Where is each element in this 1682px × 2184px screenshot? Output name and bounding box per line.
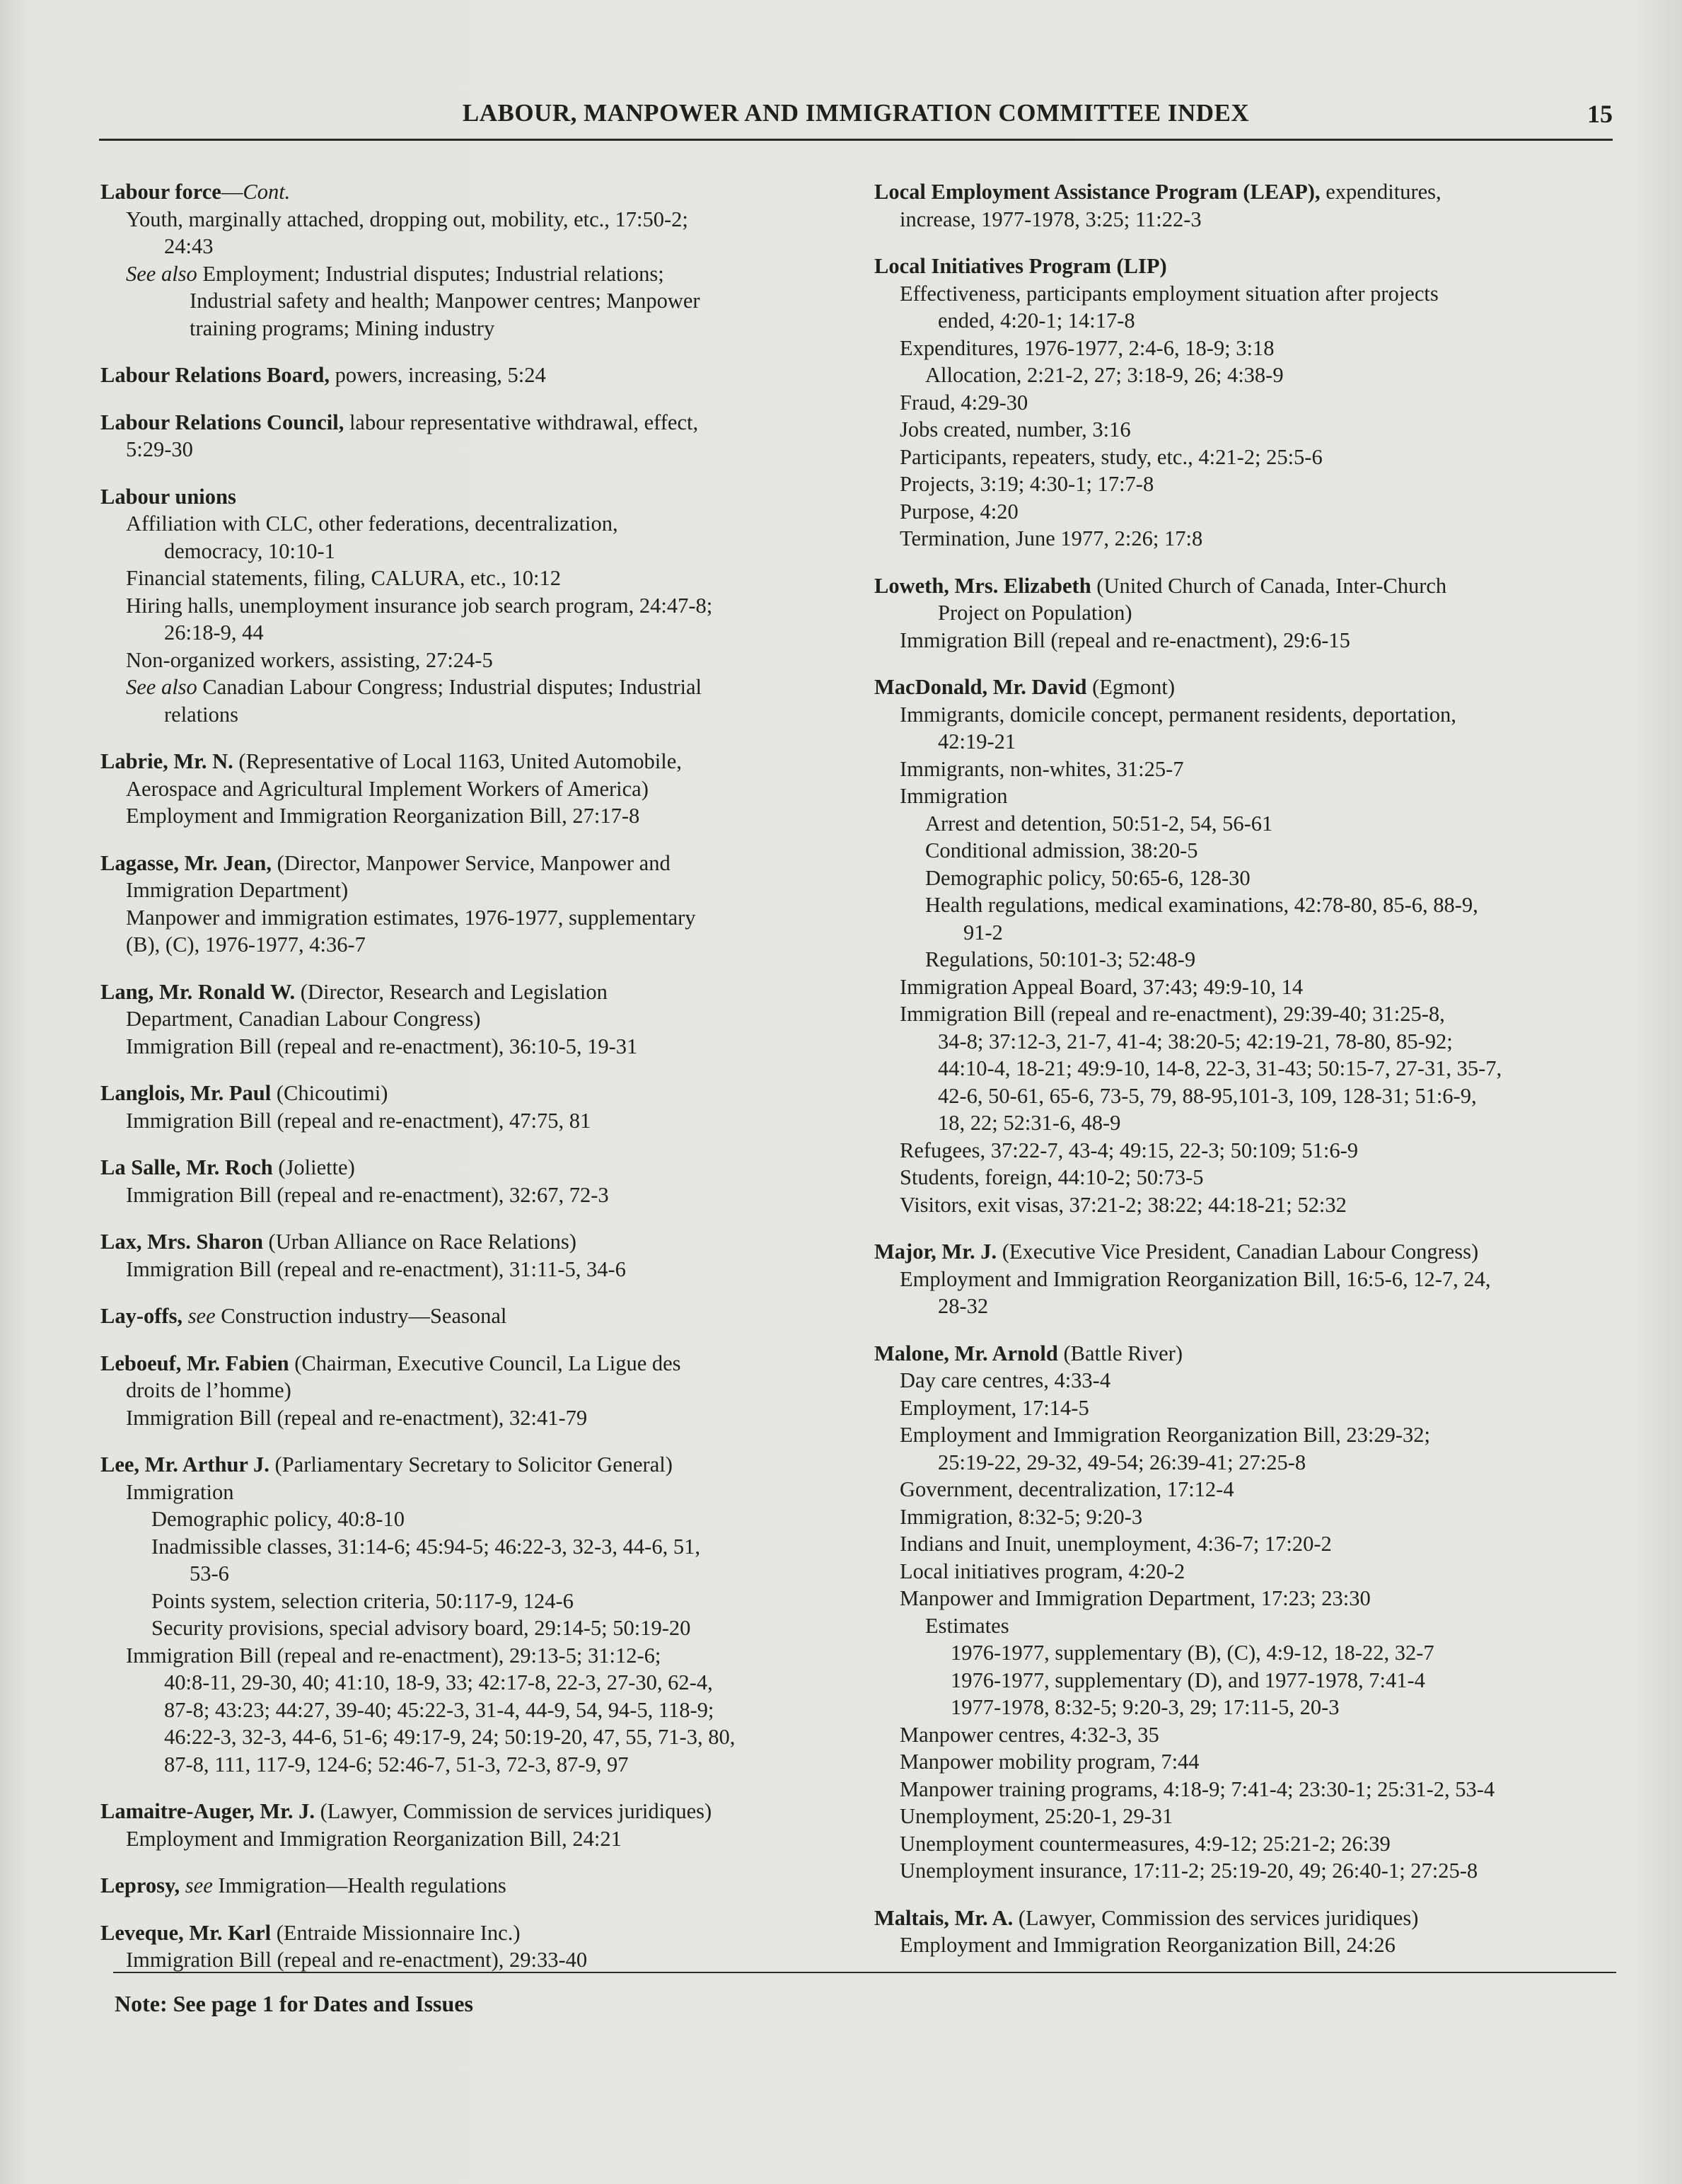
index-entry xyxy=(874,674,1617,1218)
index-subentry-line xyxy=(874,1394,1617,1422)
index-text: Employment and Immigration Reorganization Bill, 16:5-6, 12-7, 24, xyxy=(900,1266,1491,1291)
index-text: Immigration Bill (repeal and re-enactment), 31:11-5, 34-6 xyxy=(126,1256,626,1281)
index-subentry-line xyxy=(874,1830,1617,1858)
index-text: Unemployment insurance, 17:11-2; 25:19-20, 49; 26:40-1; 27:25-8 xyxy=(900,1859,1478,1883)
index-text: droits de l’homme) xyxy=(126,1378,291,1402)
index-term: Lamaitre-Auger, Mr. J. xyxy=(100,1799,315,1823)
index-subentry-line xyxy=(874,1503,1617,1531)
index-subentry-line xyxy=(100,1560,850,1588)
index-text: Immigration Department) xyxy=(126,878,349,902)
index-text: Regulations, 50:101-3; 52:48-9 xyxy=(925,947,1196,971)
index-term: MacDonald, Mr. David xyxy=(874,675,1087,699)
index-subentry-line xyxy=(874,837,1617,865)
index-subentry-line xyxy=(100,1479,850,1506)
index-heading-line xyxy=(100,178,850,206)
index-text: Manpower and Immigration Department, 17:23; 23:30 xyxy=(900,1586,1371,1610)
index-subentry-line xyxy=(874,206,1617,233)
index-text: Construction industry—Seasonal xyxy=(215,1304,507,1328)
index-text: Aerospace and Agricultural Implement Workers of America) xyxy=(126,776,649,801)
index-column-left xyxy=(100,178,850,1994)
index-text: Employment, 17:14-5 xyxy=(900,1395,1089,1420)
index-text: (Chicoutimi) xyxy=(271,1081,388,1105)
index-entry xyxy=(874,572,1617,654)
index-entry xyxy=(874,1905,1617,1959)
index-subentry-line xyxy=(874,470,1617,498)
index-text: Employment and Immigration Reorganization Bill, 23:29-32; xyxy=(900,1423,1430,1447)
footer-note: Note: See page 1 for Dates and Issues xyxy=(115,1991,473,2016)
index-text: Points system, selection criteria, 50:117-9, 124-6 xyxy=(151,1588,574,1613)
index-entry xyxy=(100,1451,850,1778)
index-subentry-line xyxy=(100,674,850,701)
index-text: Expenditures, 1976-1977, 2:4-6, 18-9; 3:18 xyxy=(900,335,1275,360)
index-subentry-line xyxy=(100,436,850,463)
index-subentry-line xyxy=(874,307,1617,335)
index-entry xyxy=(100,409,850,463)
index-entry xyxy=(100,1154,850,1208)
index-text: Manpower training programs, 4:18-9; 7:41-4; 23:30-1; 25:31-2, 53-4 xyxy=(900,1776,1495,1801)
index-text: Immigration Bill (repeal and re-enactment), 47:75, 81 xyxy=(126,1108,591,1133)
index-subentry-line xyxy=(874,1191,1617,1219)
index-subentry-line xyxy=(874,498,1617,526)
index-text: 87-8, 111, 117-9, 124-6; 52:46-7, 51-3, 72-3, 87-9, 97 xyxy=(164,1752,629,1776)
index-term: Maltais, Mr. A. xyxy=(874,1905,1014,1930)
cross-reference-label: Cont. xyxy=(243,180,291,204)
index-entry xyxy=(100,178,850,342)
index-term: Malone, Mr. Arnold xyxy=(874,1341,1058,1365)
index-text: (Director, Manpower Service, Manpower and xyxy=(272,850,671,875)
index-text: Employment; Industrial disputes; Industrial relations; xyxy=(197,261,664,286)
index-entry xyxy=(100,1228,850,1283)
index-entry xyxy=(874,253,1617,553)
index-column-right xyxy=(874,178,1617,1979)
index-term: Leveque, Mr. Karl xyxy=(100,1920,272,1945)
index-text: Participants, repeaters, study, etc., 4:21-2; 25:5-6 xyxy=(900,444,1323,469)
index-subentry-line xyxy=(100,538,850,565)
page-title: LABOUR, MANPOWER AND IMMIGRATION COMMITTEE INDEX xyxy=(462,99,1250,127)
index-text: 42:19-21 xyxy=(938,729,1016,753)
index-text: Day care centres, 4:33-4 xyxy=(900,1368,1111,1392)
index-term: Labour unions xyxy=(100,484,236,509)
index-text: (Urban Alliance on Race Relations) xyxy=(262,1230,576,1254)
index-text: Jobs created, number, 3:16 xyxy=(900,417,1131,441)
index-subentry-line xyxy=(874,1449,1617,1477)
index-text: Employment and Immigration Reorganization Bill, 24:21 xyxy=(126,1826,622,1851)
index-subentry-line xyxy=(100,510,850,538)
index-subentry-line xyxy=(874,865,1617,892)
index-text: 42-6, 50-61, 65-6, 73-5, 79, 88-95,101-3, 109, 128-31; 51:6-9, xyxy=(938,1083,1477,1108)
index-subentry-line xyxy=(874,1530,1617,1558)
index-text: (Egmont) xyxy=(1086,675,1176,699)
index-heading-line xyxy=(100,1350,850,1377)
index-subentry-line xyxy=(100,1181,850,1209)
cross-reference-label: See also xyxy=(126,261,197,286)
index-subentry-line xyxy=(100,260,850,288)
index-subentry-line xyxy=(874,1748,1617,1776)
index-text: Manpower mobility program, 7:44 xyxy=(900,1750,1200,1774)
index-subentry-line xyxy=(874,1694,1617,1721)
index-term: Labour force xyxy=(100,180,221,204)
index-subentry-line xyxy=(100,1256,850,1283)
index-text: 44:10-4, 18-21; 49:9-10, 14-8, 22-3, 31-43; 50:15-7, 27-31, 35-7, xyxy=(938,1056,1502,1080)
index-text: 24:43 xyxy=(164,234,214,258)
index-subentry-line xyxy=(874,728,1617,756)
index-subentry-line xyxy=(874,810,1617,838)
index-subentry-line xyxy=(100,1005,850,1033)
index-text: Allocation, 2:21-2, 27; 3:18-9, 26; 4:38-9 xyxy=(925,363,1284,387)
index-subentry-line xyxy=(874,362,1617,389)
index-term: Labour Relations Council, xyxy=(100,410,344,434)
index-text: Estimates xyxy=(925,1613,1009,1638)
index-subentry-line xyxy=(100,206,850,233)
index-text: Local initiatives program, 4:20-2 xyxy=(900,1559,1185,1583)
index-text: Immigration Bill (repeal and re-enactment), 29:33-40 xyxy=(126,1948,588,1972)
index-subentry-line xyxy=(874,973,1617,1001)
index-subentry-line xyxy=(874,1109,1617,1137)
index-text: 18, 22; 52:31-6, 48-9 xyxy=(938,1111,1121,1135)
index-term: Leboeuf, Mr. Fabien xyxy=(100,1351,289,1375)
index-text: Security provisions, special advisory board, 29:14-5; 50:19-20 xyxy=(151,1616,691,1640)
index-subentry-line xyxy=(100,647,850,674)
index-subentry-line xyxy=(100,592,850,620)
index-subentry-line xyxy=(100,1588,850,1615)
index-text: Immigrants, domicile concept, permanent residents, deportation, xyxy=(900,702,1456,727)
index-subentry-line xyxy=(874,1476,1617,1503)
index-subentry-line xyxy=(874,1367,1617,1394)
index-term: Lagasse, Mr. Jean, xyxy=(100,850,272,875)
index-subentry-line xyxy=(874,1803,1617,1830)
index-term: Lax, Mrs. Sharon xyxy=(100,1230,263,1254)
index-text: increase, 1977-1978, 3:25; 11:22-3 xyxy=(900,207,1202,231)
index-heading-line xyxy=(100,978,850,1006)
index-subentry-line xyxy=(100,931,850,959)
index-text: 1977-1978, 8:32-5; 9:20-3, 29; 17:11-5, 20-3 xyxy=(951,1695,1340,1719)
index-text xyxy=(180,1873,185,1897)
index-subentry-line xyxy=(874,1266,1617,1293)
index-subentry-line xyxy=(100,233,850,260)
index-subentry-line xyxy=(874,525,1617,553)
index-text: Unemployment countermeasures, 4:9-12; 25:21-2; 26:39 xyxy=(900,1831,1391,1856)
index-heading-line xyxy=(100,483,850,511)
index-subentry-line xyxy=(100,1377,850,1404)
index-text: Manpower centres, 4:32-3, 35 xyxy=(900,1722,1159,1747)
index-text: 40:8-11, 29-30, 40; 41:10, 18-9, 33; 42:17-8, 22-3, 27-30, 62-4, xyxy=(164,1670,713,1694)
index-text: (B), (C), 1976-1977, 4:36-7 xyxy=(126,932,366,957)
index-heading-line xyxy=(100,1798,850,1825)
page-header xyxy=(99,99,1613,141)
index-text: relations xyxy=(164,702,239,727)
index-text: Immigration Bill (repeal and re-enactment), 29:39-40; 31:25-8, xyxy=(900,1002,1445,1026)
index-heading-line xyxy=(100,1919,850,1947)
index-subentry-line xyxy=(100,701,850,729)
index-entry xyxy=(100,978,850,1061)
index-text: labour representative withdrawal, effect, xyxy=(344,410,699,434)
index-subentry-line xyxy=(874,627,1617,654)
index-subentry-line xyxy=(874,1639,1617,1667)
index-text: (Representative of Local 1163, United Automobile, xyxy=(233,749,682,773)
index-text: Immigration, 8:32-5; 9:20-3 xyxy=(900,1504,1143,1529)
index-heading-line xyxy=(100,409,850,437)
index-subentry-line xyxy=(100,1533,850,1561)
index-entry xyxy=(100,850,850,959)
index-subentry-line xyxy=(100,1946,850,1974)
index-text: Industrial safety and health; Manpower centres; Manpower xyxy=(190,289,700,313)
index-text: 46:22-3, 32-3, 44-6, 51-6; 49:17-9, 24; 50:19-20, 47, 55, 71-3, 80, xyxy=(164,1725,736,1749)
index-text: Immigration Appeal Board, 37:43; 49:9-10, 14 xyxy=(900,974,1304,999)
index-subentry-line xyxy=(874,1421,1617,1449)
index-subentry-line xyxy=(874,1164,1617,1191)
index-subentry-line xyxy=(874,1000,1617,1028)
index-heading-line xyxy=(874,674,1617,701)
index-subentry-line xyxy=(100,1669,850,1697)
index-term: La Salle, Mr. Roch xyxy=(100,1155,273,1179)
index-subentry-line xyxy=(100,1751,850,1779)
index-subentry-line xyxy=(874,1776,1617,1803)
index-text: Immigrants, non-whites, 31:25-7 xyxy=(900,756,1184,781)
index-text: (Chairman, Executive Council, La Ligue des xyxy=(289,1351,681,1375)
index-subentry-line xyxy=(874,891,1617,919)
index-term: Local Initiatives Program (LIP) xyxy=(874,254,1167,278)
index-text: (Battle River) xyxy=(1057,1341,1183,1365)
index-heading-line xyxy=(100,1228,850,1256)
index-text: 34-8; 37:12-3, 21-7, 41-4; 38:20-5; 42:19-21, 78-80, 85-92; xyxy=(938,1029,1453,1053)
index-subentry-line xyxy=(874,1137,1617,1165)
index-entry xyxy=(100,1798,850,1852)
index-subentry-line xyxy=(874,1585,1617,1612)
index-entry xyxy=(100,748,850,830)
index-text: (Executive Vice President, Canadian Labour Congress) xyxy=(997,1240,1479,1264)
index-text: (Joliette) xyxy=(272,1155,355,1179)
index-text: Immigration xyxy=(900,784,1008,808)
index-text: Unemployment, 25:20-1, 29-31 xyxy=(900,1804,1173,1828)
index-text: expenditures, xyxy=(1320,180,1442,204)
index-text: Inadmissible classes, 31:14-6; 45:94-5; 46:22-3, 32-3, 44-6, 51, xyxy=(151,1534,700,1559)
index-subentry-line xyxy=(100,877,850,904)
index-term: Local Employment Assistance Program (LEAP), xyxy=(874,180,1321,204)
index-text: Projects, 3:19; 4:30-1; 17:7-8 xyxy=(900,472,1154,496)
index-heading-line xyxy=(874,572,1617,600)
index-subentry-line xyxy=(874,389,1617,417)
page-number: 15 xyxy=(1587,100,1613,128)
index-text: Immigration—Health regulations xyxy=(212,1873,506,1897)
index-text: (Entraide Missionnaire Inc.) xyxy=(271,1920,521,1945)
index-text: 28-32 xyxy=(938,1294,989,1318)
index-subentry-line xyxy=(100,904,850,932)
index-subentry-line xyxy=(100,802,850,830)
index-entry xyxy=(100,1350,850,1432)
cross-reference-label: see xyxy=(185,1873,213,1897)
index-text: 26:18-9, 44 xyxy=(164,620,264,645)
index-text: Demographic policy, 40:8-10 xyxy=(151,1507,405,1531)
index-subentry-line xyxy=(874,919,1617,947)
index-subentry-line xyxy=(874,1558,1617,1585)
index-text: Visitors, exit visas, 37:21-2; 38:22; 44:18-21; 52:32 xyxy=(900,1192,1347,1217)
index-subentry-line xyxy=(100,315,850,342)
index-text: Immigration Bill (repeal and re-enactment), 29:13-5; 31:12-6; xyxy=(126,1643,661,1668)
cross-reference-label: see xyxy=(187,1304,216,1328)
index-text: training programs; Mining industry xyxy=(190,316,495,340)
index-subentry-line xyxy=(874,782,1617,810)
index-subentry-line xyxy=(100,1697,850,1724)
index-text: (Director, Research and Legislation xyxy=(295,979,608,1004)
index-subentry-line xyxy=(874,1293,1617,1320)
index-subentry-line xyxy=(874,1612,1617,1640)
index-subentry-line xyxy=(874,701,1617,729)
index-text: Arrest and detention, 50:51-2, 54, 56-61 xyxy=(925,811,1273,836)
index-term: Lee, Mr. Arthur J. xyxy=(100,1452,269,1477)
index-subentry-line xyxy=(874,1028,1617,1056)
index-subentry-line xyxy=(100,287,850,315)
index-text: Fraud, 4:29-30 xyxy=(900,390,1028,415)
index-text: Hiring halls, unemployment insurance job search program, 24:47-8; xyxy=(126,593,713,618)
index-text: Health regulations, medical examinations, 42:78-80, 85-6, 88-9, xyxy=(925,893,1478,917)
index-text: Termination, June 1977, 2:26; 17:8 xyxy=(900,526,1203,550)
index-text: 1976-1977, supplementary (B), (C), 4:9-12, 18-22, 32-7 xyxy=(951,1641,1434,1665)
index-text: Immigration Bill (repeal and re-enactment), 36:10-5, 19-31 xyxy=(126,1034,638,1058)
index-text: 87-8; 43:23; 44:27, 39-40; 45:22-3, 31-4, 44-9, 54, 94-5, 118-9; xyxy=(164,1697,714,1722)
index-subentry-line xyxy=(100,1107,850,1135)
index-text: Employment and Immigration Reorganization Bill, 24:26 xyxy=(900,1933,1396,1957)
index-term: Labrie, Mr. N. xyxy=(100,749,233,773)
index-text: Immigration Bill (repeal and re-enactment), 32:41-79 xyxy=(126,1405,588,1430)
index-heading-line xyxy=(100,1080,850,1107)
index-heading-line xyxy=(100,850,850,877)
index-text: Non-organized workers, assisting, 27:24-5 xyxy=(126,647,493,672)
index-text: (Lawyer, Commission des services juridiques) xyxy=(1013,1905,1419,1930)
index-subentry-line xyxy=(100,1642,850,1670)
index-subentry-line xyxy=(874,946,1617,973)
index-text: Refugees, 37:22-7, 43-4; 49:15, 22-3; 50:109; 51:6-9 xyxy=(900,1138,1359,1162)
index-subentry-line xyxy=(874,335,1617,362)
index-text: Immigration Bill (repeal and re-enactment), 29:6-15 xyxy=(900,628,1350,652)
index-heading-line xyxy=(100,1302,850,1330)
index-text: Immigration Bill (repeal and re-enactment), 32:67, 72-3 xyxy=(126,1182,609,1207)
index-text xyxy=(182,1304,188,1328)
index-entry xyxy=(100,1872,850,1900)
index-subentry-line xyxy=(100,565,850,592)
index-subentry-line xyxy=(874,1055,1617,1082)
index-subentry-line xyxy=(100,1404,850,1432)
index-subentry-line xyxy=(874,416,1617,444)
index-text: Employment and Immigration Reorganization Bill, 27:17-8 xyxy=(126,804,640,828)
index-text: (Lawyer, Commission de services juridiques) xyxy=(314,1799,712,1823)
index-entry xyxy=(100,1080,850,1134)
index-subentry-line xyxy=(874,1857,1617,1885)
index-heading-line xyxy=(100,748,850,775)
index-term: Langlois, Mr. Paul xyxy=(100,1081,272,1105)
index-subentry-line xyxy=(874,1931,1617,1959)
index-text: 25:19-22, 29-32, 49-54; 26:39-41; 27:25-8 xyxy=(938,1450,1306,1474)
index-text: — xyxy=(221,180,243,204)
index-text: Indians and Inuit, unemployment, 4:36-7; 17:20-2 xyxy=(900,1532,1332,1556)
index-subentry-line xyxy=(100,619,850,647)
index-heading-line xyxy=(100,362,850,389)
index-text: Purpose, 4:20 xyxy=(900,499,1019,524)
index-text: Manpower and immigration estimates, 1976-1977, supplementary xyxy=(126,905,696,930)
index-text: Youth, marginally attached, dropping out, mobility, etc., 17:50-2; xyxy=(126,207,688,231)
index-text: Affiliation with CLC, other federations, decentralization, xyxy=(126,512,618,536)
index-entry xyxy=(874,1340,1617,1885)
index-term: Lang, Mr. Ronald W. xyxy=(100,979,296,1004)
index-term: Lay-offs, xyxy=(100,1304,183,1328)
index-text: 5:29-30 xyxy=(126,437,193,461)
index-text: Immigration xyxy=(126,1479,234,1504)
index-entry xyxy=(874,1238,1617,1320)
index-term: Leprosy, xyxy=(100,1873,180,1897)
index-entry xyxy=(100,483,850,729)
index-heading-line xyxy=(874,1238,1617,1266)
index-term: Loweth, Mrs. Elizabeth xyxy=(874,573,1091,598)
index-subentry-line xyxy=(100,775,850,803)
index-text: powers, increasing, 5:24 xyxy=(329,363,546,387)
index-text: Project on Population) xyxy=(938,601,1132,625)
index-subentry-line xyxy=(100,1723,850,1751)
index-subentry-line xyxy=(100,1506,850,1533)
index-subentry-line xyxy=(874,1082,1617,1110)
index-heading-line xyxy=(100,1154,850,1181)
cross-reference-label: See also xyxy=(126,675,197,699)
index-text: Effectiveness, participants employment situation after projects xyxy=(900,281,1439,306)
index-text: 1976-1977, supplementary (D), and 1977-1978, 7:41-4 xyxy=(951,1668,1425,1692)
index-heading-line xyxy=(100,1451,850,1479)
index-text: (United Church of Canada, Inter-Church xyxy=(1091,573,1447,598)
index-text: Financial statements, filing, CALURA, etc., 10:12 xyxy=(126,566,561,590)
index-text: Students, foreign, 44:10-2; 50:73-5 xyxy=(900,1165,1204,1189)
index-subentry-line xyxy=(874,1667,1617,1694)
index-subentry-line xyxy=(874,444,1617,471)
index-text: democracy, 10:10-1 xyxy=(164,538,335,563)
footer-divider xyxy=(113,1972,1616,1973)
index-entry xyxy=(100,1302,850,1330)
index-text: Canadian Labour Congress; Industrial disputes; Industrial xyxy=(197,675,702,699)
index-subentry-line xyxy=(874,280,1617,308)
index-term: Labour Relations Board, xyxy=(100,363,330,387)
index-entry xyxy=(874,178,1617,233)
index-subentry-line xyxy=(100,1614,850,1642)
index-text: Conditional admission, 38:20-5 xyxy=(925,838,1198,862)
index-text: Department, Canadian Labour Congress) xyxy=(126,1007,481,1031)
index-subentry-line xyxy=(100,1825,850,1853)
index-heading-line xyxy=(874,178,1617,206)
index-text: 53-6 xyxy=(190,1561,229,1585)
index-subentry-line xyxy=(874,599,1617,627)
index-text: (Parliamentary Secretary to Solicitor General) xyxy=(269,1452,673,1477)
index-text: Government, decentralization, 17:12-4 xyxy=(900,1477,1234,1501)
index-subentry-line xyxy=(874,1721,1617,1749)
index-heading-line xyxy=(874,1340,1617,1368)
index-text: 91-2 xyxy=(963,920,1003,944)
index-subentry-line xyxy=(100,1033,850,1061)
index-text: ended, 4:20-1; 14:17-8 xyxy=(938,308,1135,333)
index-heading-line xyxy=(874,1905,1617,1932)
index-entry xyxy=(100,362,850,389)
index-term: Major, Mr. J. xyxy=(874,1240,997,1264)
index-entry xyxy=(100,1919,850,1974)
index-subentry-line xyxy=(874,756,1617,783)
index-heading-line xyxy=(100,1872,850,1900)
index-heading-line xyxy=(874,253,1617,280)
index-text: Demographic policy, 50:65-6, 128-30 xyxy=(925,865,1251,890)
